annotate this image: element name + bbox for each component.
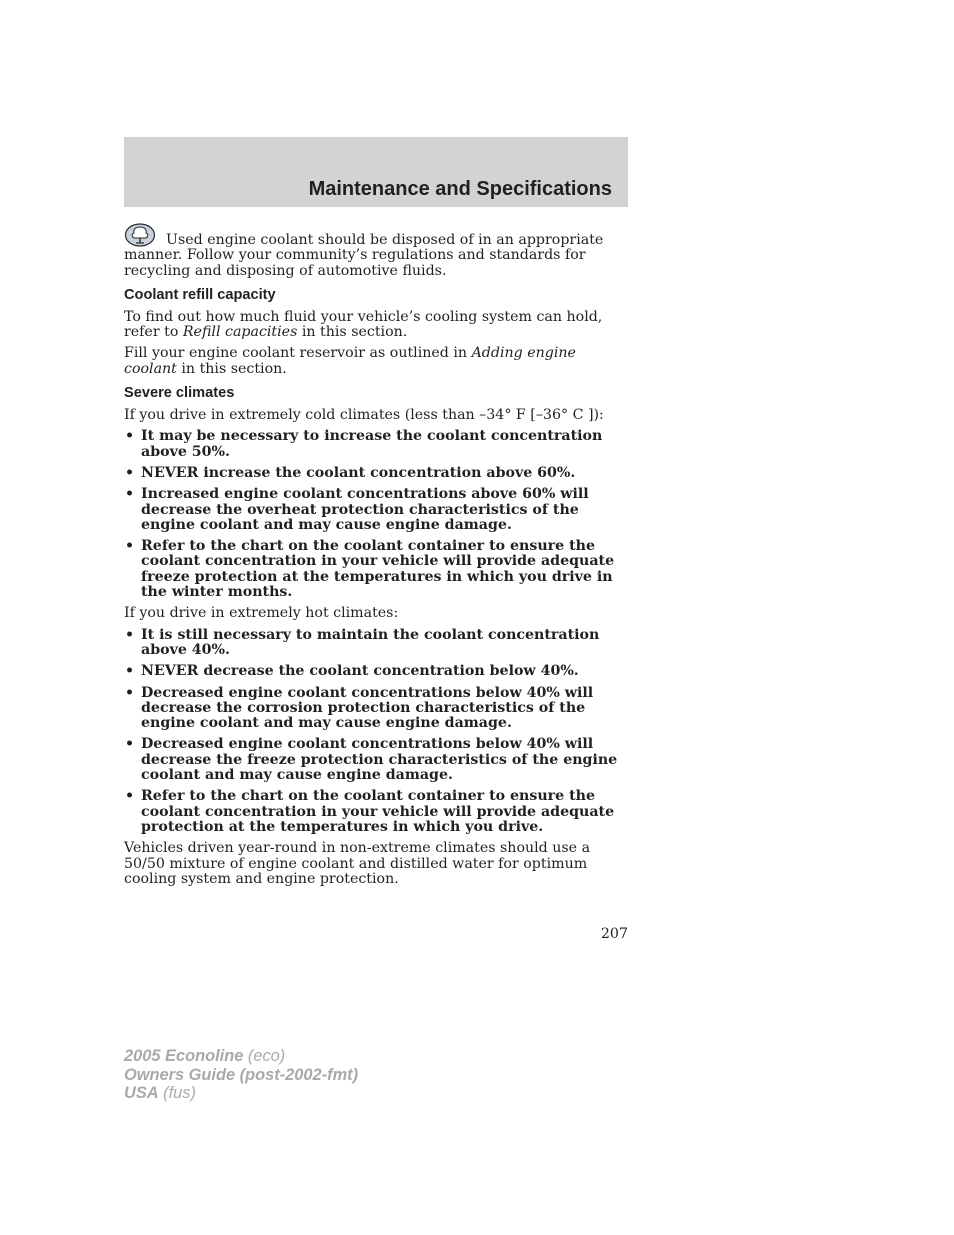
document-footer <box>124 1047 358 1103</box>
footer-model-code: (eco) <box>243 1047 286 1065</box>
refill-text: To find out how much fluid your vehicle’s cooling system can hold, refer to <box>124 308 603 341</box>
section-title: Maintenance and Specifications <box>308 178 612 200</box>
footer-market: USA <box>124 1084 159 1102</box>
adding-coolant-reference: Adding engine coolant <box>124 345 576 377</box>
footer-model: 2005 Econoline <box>124 1047 244 1065</box>
cold-climates-intro: If you drive in extremely cold climates (less than –34° F [–36° C ]): <box>124 407 604 424</box>
refill-paragraph <box>124 310 628 341</box>
environment-note <box>124 224 628 279</box>
closing-paragraph: Vehicles driven year-round in non-extreme climates should use a 50/50 mixture of engine coolant and distilled water for optimum cooling system and engine protection. <box>124 840 591 887</box>
environment-note-text: Used engine coolant should be disposed of in an appropriate manner. Follow your community’s regulations and standards for recycling and disposing of automotive fluids. <box>124 232 604 279</box>
hot-climates-intro: If you drive in extremely hot climates: <box>124 605 399 622</box>
refill-text-end: in this section. <box>297 324 408 341</box>
page-content <box>124 224 628 893</box>
footer-guide: Owners Guide (post-2002-fmt) <box>124 1065 359 1084</box>
recycle-tree-icon <box>124 222 156 249</box>
list-item: • Refer to the chart on the coolant container to ensure the coolant concentration in your vehicle will provide adequate protection at the temperatures in which you drive. <box>124 789 628 835</box>
page-number: 207 <box>600 926 628 942</box>
hot-climates-list <box>124 628 628 836</box>
footer-line-model <box>124 1047 358 1066</box>
list-item: • NEVER decrease the coolant concentration below 40%. <box>124 664 628 679</box>
list-item: • Decreased engine coolant concentrations below 40% will decrease the corrosion protection characteristics of the engine coolant and may cause engine damage. <box>124 686 628 732</box>
severe-climates-heading: Severe climates <box>124 385 235 402</box>
list-item: • It may be necessary to increase the coolant concentration above 50%. <box>124 429 628 460</box>
list-item: • Increased engine coolant concentrations above 60% will decrease the overheat protection characteristics of the engine coolant and may cause engine damage. <box>124 487 628 533</box>
footer-line-market <box>124 1084 358 1103</box>
list-item: • Decreased engine coolant concentrations below 40% will decrease the freeze protection characteristics of the engine coolant and may cause engine damage. <box>124 737 628 783</box>
list-item: • Refer to the chart on the coolant container to ensure the coolant concentration in your vehicle will provide adequate freeze protection at the temperatures in which you drive in the winter months. <box>124 539 628 600</box>
refill-capacities-reference: Refill capacities <box>182 324 298 341</box>
list-item: • It is still necessary to maintain the coolant concentration above 40%. <box>124 628 628 659</box>
section-header-band <box>124 137 628 207</box>
reservoir-text: Fill your engine coolant reservoir as outlined in <box>124 345 472 362</box>
reservoir-paragraph <box>124 346 628 377</box>
coolant-refill-heading: Coolant refill capacity <box>124 286 276 303</box>
footer-line-guide <box>124 1066 358 1085</box>
footer-market-code: (fus) <box>158 1084 196 1102</box>
reservoir-text-end: in this section. <box>176 360 287 377</box>
list-item: • NEVER increase the coolant concentration above 60%. <box>124 466 628 481</box>
cold-climates-list <box>124 429 628 600</box>
